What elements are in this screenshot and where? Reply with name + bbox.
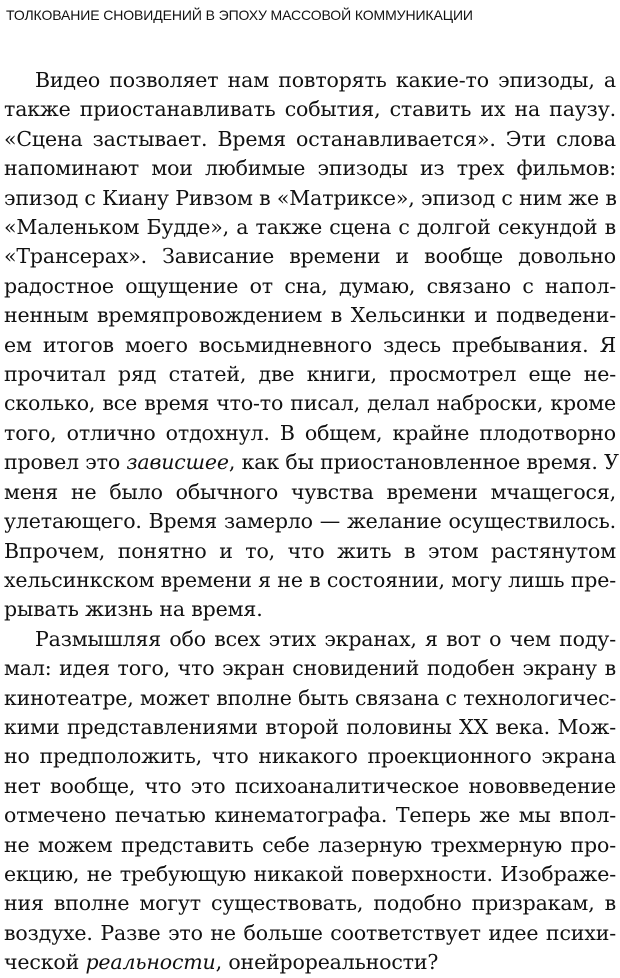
paragraph-1 [4, 66, 619, 625]
text-line: меня не было обычного чувства времени мчащегося, [4, 479, 616, 504]
text-line: хельсинкском времени я не в состоянии, могу лишь пре- [4, 567, 616, 592]
text-line: улетающего. Время замерло — желание осуществилось. [4, 509, 616, 534]
emphasis-word: зависшее [126, 450, 229, 475]
text-line: «Сцена застывает. Время останавливается». Эти слова [4, 126, 616, 151]
text-line: мал: идея того, что экран сновидений подобен экрану в [4, 656, 616, 681]
text-line: кинотеатре, может вполне быть связана с технологичес- [4, 685, 617, 710]
text-segment: провел это [4, 450, 127, 475]
text-line: не можем представить себе лазерную трехмерную про- [4, 832, 616, 857]
emphasis-word: реальности [85, 950, 216, 975]
text-line: Видео позволяет нам повторять какие-то эпизоды, а [35, 68, 616, 92]
text-line: напоминают мои любимые эпизоды из трех фильмов: [4, 156, 616, 181]
text-line: также приостанавливать события, ставить их на паузу. [4, 97, 616, 122]
running-header: ТОЛКОВАНИЕ СНОВИДЕНИЙ В ЭПОХУ МАССОВОЙ КОММУНИКАЦИИ [6, 7, 473, 23]
text-segment: , как бы приостановленное время. У [228, 450, 619, 475]
text-line: Размышляя обо всех этих экранах, я вот о чем поду- [35, 626, 616, 651]
text-line: радостное ощущение от сна, думаю, связано с напол- [4, 273, 616, 298]
body-text [4, 66, 619, 978]
text-line-with-emphasis [4, 448, 619, 477]
text-line: Впрочем, понятно и то, что жить в этом растянутом [4, 538, 616, 563]
text-line: того, отлично отдохнул. В общем, крайне плодотворно [4, 420, 616, 445]
paragraph-2 [4, 625, 616, 978]
text-line: но предположить, что никакого проекционного экрана [4, 744, 616, 769]
text-segment: , онейрореальности? [215, 950, 439, 975]
text-line: прочитал ряд статей, две книги, просмотрел еще не- [4, 362, 616, 387]
text-line: сколько, все время что-то писал, делал наброски, кроме [4, 391, 616, 416]
text-line: ния вполне могут существовать, подобно призракам, в [4, 891, 616, 916]
text-line: «Маленьком Будде», а также сцена с долгой секундой в [4, 215, 616, 240]
text-line: ненным времяпровождением в Хельсинки и подведени- [4, 303, 616, 328]
text-line: рывать жизнь на время. [4, 597, 263, 622]
text-line: отмечено печатью кинематографа. Теперь же мы впол- [4, 803, 616, 828]
text-line: нет вообще, что это психоаналитическое нововведение [4, 773, 616, 798]
text-line: «Трансерах». Зависание времени и вообще довольно [4, 244, 616, 269]
text-line: ем итогов моего восьмидневного здесь пребывания. Я [4, 332, 616, 357]
text-segment: ческой [4, 950, 86, 975]
text-line: екцию, не требующую никакой поверхности. Изображе- [4, 861, 616, 886]
text-line: эпизод с Киану Ривзом в «Матриксе», эпизод с ним же в [4, 185, 617, 210]
text-line: воздухе. Разве это не больше соответствует идее психи- [4, 920, 616, 945]
text-line: кими представлениями второй половины XX века. Мож- [4, 714, 616, 739]
